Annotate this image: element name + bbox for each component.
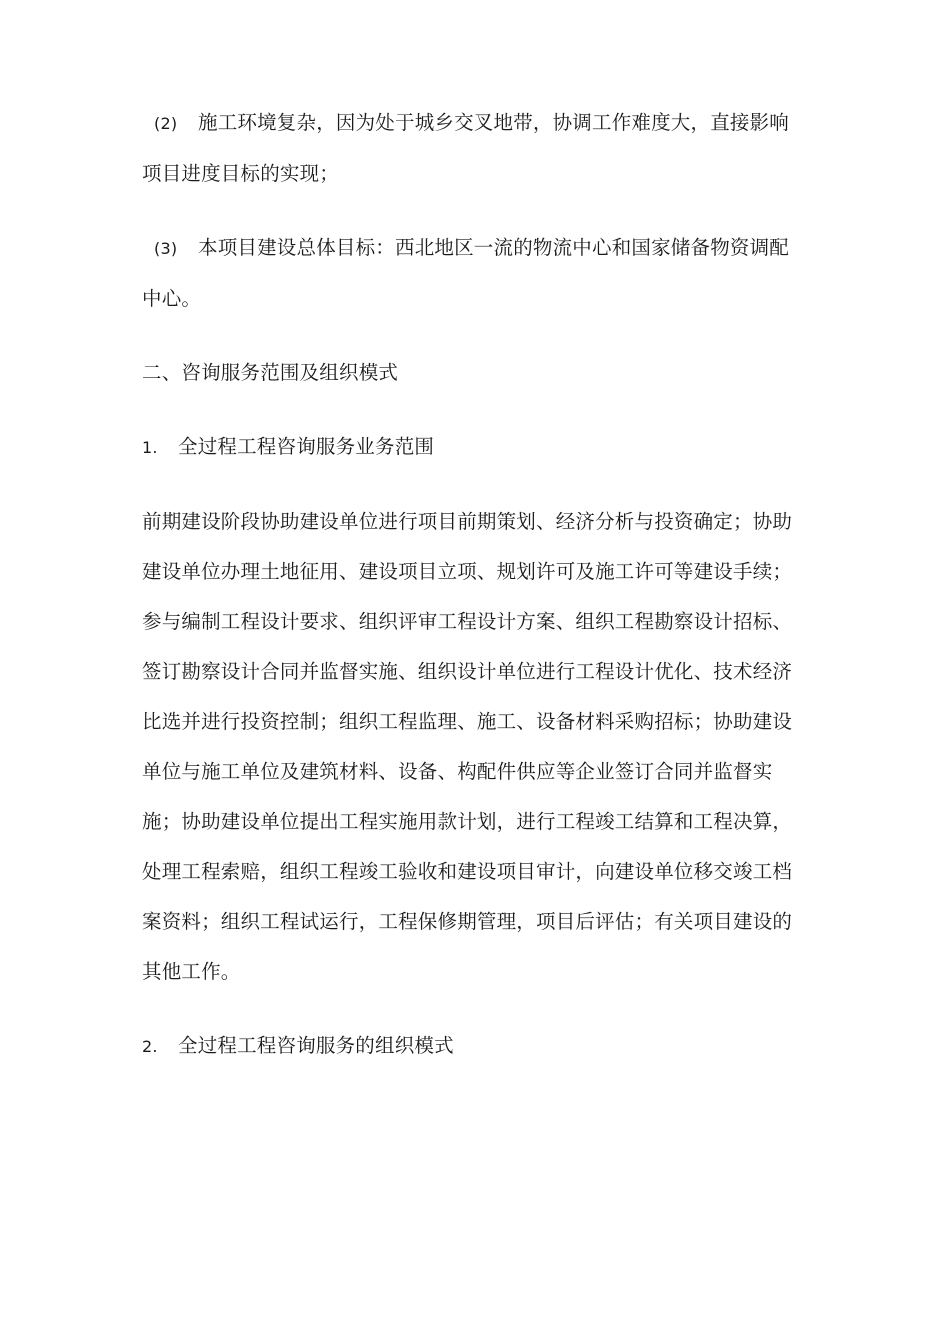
subsection-number: 2. [142,1037,158,1056]
subsection-number: 1. [142,438,158,457]
list-item-text: 本项目建设总体目标：西北地区一流的物流中心和国家储备物资调配中心。 [142,236,790,310]
document-page [142,98,808,1072]
subsection-heading-2 [142,1021,808,1072]
subsection-title: 全过程工程咨询服务的组织模式 [178,1034,454,1057]
list-item-3 [142,223,808,324]
section-heading: 二、咨询服务范围及组织模式 [142,361,399,384]
list-item-number: (3) [154,239,178,258]
list-item-number: (2) [154,114,178,133]
list-item-text: 施工环境复杂，因为处于城乡交叉地带，协调工作难度大，直接影响项目进度目标的实现； [142,111,790,185]
subsection-title: 全过程工程咨询服务业务范围 [178,435,435,458]
list-item-2 [142,98,808,199]
subsection-heading-1 [142,422,808,473]
body-paragraph: 前期建设阶段协助建设单位进行项目前期策划、经济分析与投资确定；协助建设单位办理土地征用、建设项目立项、规划许可及施工许可等建设手续；参与编制工程设计要求、组织评审工程设计方案、组织工程勘察设计招标、签订勘察设计合同并监督实施、组织设计单位进行工程设计优化、技术经济比选并进行投资控制；组织工程监理、施工、设备材料采购招标；协助建设单位与施工单位及建筑材料、设备、构配件供应等企业签订合同并监督实施；协助建设单位提出工程实施用款计划，进行工程竣工结算和工程决算，处理工程索赔，组织工程竣工验收和建设项目审计，向建设单位移交竣工档案资料；组织工程试运行，工程保修期管理，项目后评估；有关项目建设的其他工作。 [142,510,793,983]
